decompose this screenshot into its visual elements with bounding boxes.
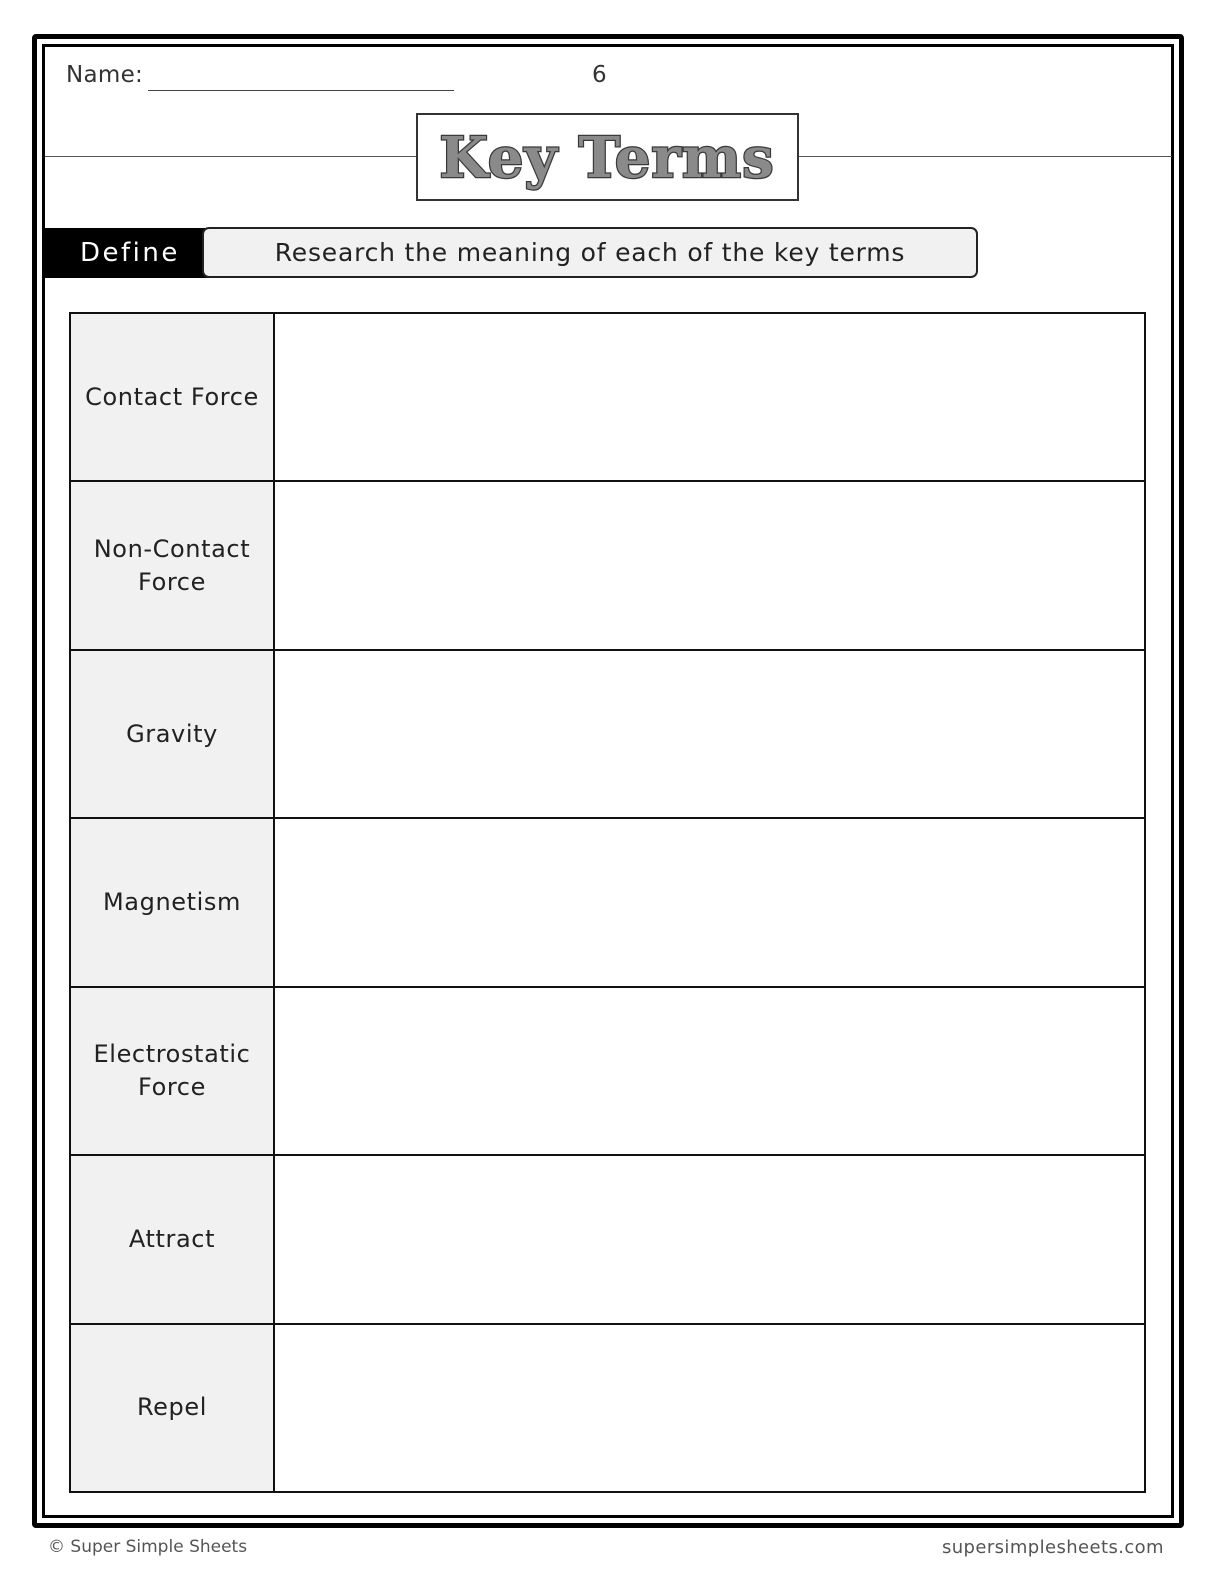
define-tag: Define bbox=[45, 228, 213, 278]
name-label: Name: bbox=[66, 62, 144, 88]
name-field[interactable] bbox=[148, 90, 454, 91]
definition-field[interactable] bbox=[274, 1324, 1145, 1492]
footer-website: supersimplesheets.com bbox=[941, 1537, 1164, 1558]
title-graphic bbox=[418, 115, 797, 199]
term-label: Attract bbox=[70, 1155, 274, 1323]
term-label: Repel bbox=[70, 1324, 274, 1492]
term-label: Gravity bbox=[70, 650, 274, 818]
instruction-text: Research the meaning of each of the key terms bbox=[202, 227, 978, 278]
definition-field[interactable] bbox=[274, 987, 1145, 1155]
table-row bbox=[70, 313, 1145, 481]
table-row bbox=[70, 650, 1145, 818]
page-title: Key Terms bbox=[439, 125, 775, 191]
footer-copyright: © Super Simple Sheets bbox=[48, 1537, 248, 1557]
definition-field[interactable] bbox=[274, 818, 1145, 986]
key-terms-table bbox=[69, 312, 1146, 1493]
table-row bbox=[70, 1155, 1145, 1323]
header-rule-right bbox=[798, 156, 1172, 157]
term-label: Non-Contact Force bbox=[70, 481, 274, 649]
definition-field[interactable] bbox=[274, 650, 1145, 818]
header-rule-left bbox=[45, 156, 417, 157]
table-row bbox=[70, 987, 1145, 1155]
title-box bbox=[416, 113, 799, 201]
term-label: Electrostatic Force bbox=[70, 987, 274, 1155]
term-label: Magnetism bbox=[70, 818, 274, 986]
definition-field[interactable] bbox=[274, 313, 1145, 481]
table-row bbox=[70, 1324, 1145, 1492]
definition-field[interactable] bbox=[274, 481, 1145, 649]
table-row bbox=[70, 818, 1145, 986]
term-label: Contact Force bbox=[70, 313, 274, 481]
page-number: 6 bbox=[592, 62, 607, 88]
definition-field[interactable] bbox=[274, 1155, 1145, 1323]
table-row bbox=[70, 481, 1145, 649]
